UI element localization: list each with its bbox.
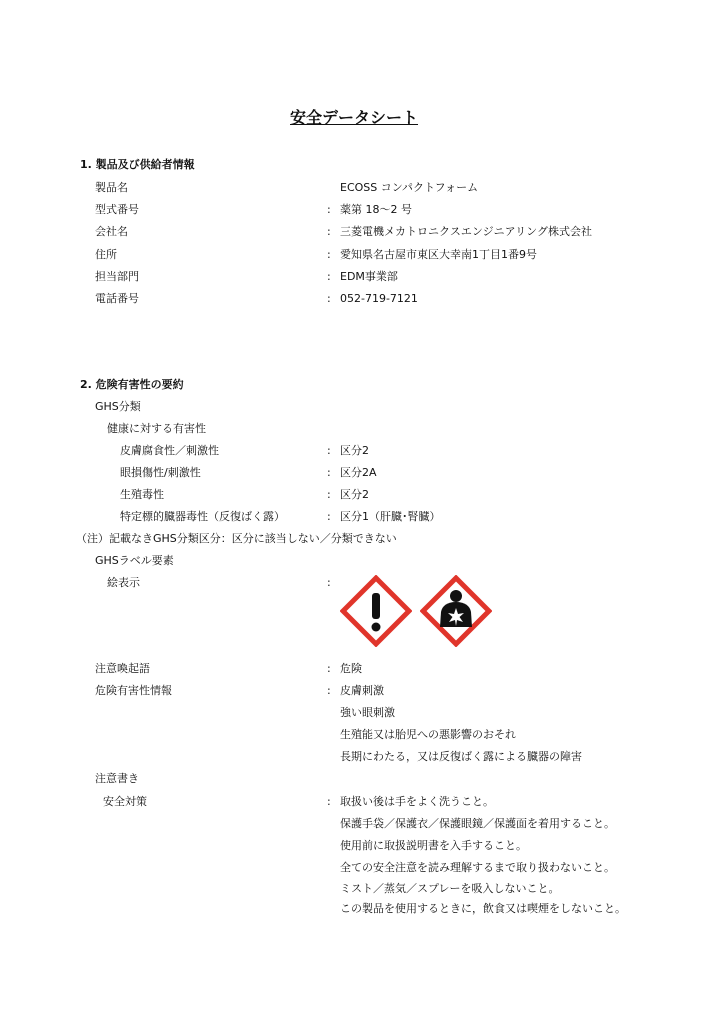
signal-word-colon: :	[327, 662, 331, 675]
model-number-colon: :	[327, 203, 331, 216]
hazard-statements-colon: :	[327, 684, 331, 697]
stot-re-colon: :	[327, 510, 331, 523]
precaution-statement: 保護手袋／保護衣／保護眼鏡／保護面を着用すること。	[340, 817, 615, 830]
precautionary-heading: 注意書き	[95, 772, 139, 785]
stot-re-label: 特定標的臓器毒性（反復ばく露）	[120, 510, 285, 523]
hazard-statement: 皮膚刺激	[340, 684, 384, 697]
precaution-statement: 取扱い後は手をよく洗うこと。	[340, 795, 494, 808]
skin-corrosion-colon: :	[327, 444, 331, 457]
ghs-classification-heading: GHS分類	[95, 400, 141, 413]
phone-label: 電話番号	[95, 292, 139, 305]
address-label: 住所	[95, 248, 117, 261]
prevention-colon: :	[327, 795, 331, 808]
company-value: 三菱電機メカトロニクスエンジニアリング株式会社	[340, 225, 592, 238]
address-colon: :	[327, 248, 331, 261]
hazard-statement: 強い眼刺激	[340, 706, 395, 719]
health-hazards-heading: 健康に対する有害性	[107, 422, 206, 435]
eye-damage-value: 区分2A	[340, 466, 377, 479]
hazard-statement: 生殖能又は胎児への悪影響のおそれ	[340, 728, 516, 741]
stot-re-value: 区分1（肝臓･腎臓）	[340, 510, 441, 523]
signal-word-label: 注意喚起語	[95, 662, 150, 675]
reproductive-toxicity-value: 区分2	[340, 488, 369, 501]
precaution-statement: 全ての安全注意を読み理解するまで取り扱わないこと。	[340, 861, 615, 874]
product-name-value: ECOSS コンパクトフォーム	[340, 181, 479, 194]
pictogram-label: 絵表示	[107, 576, 140, 589]
label-elements-heading: GHSラベル要素	[95, 554, 174, 567]
reproductive-toxicity-label: 生殖毒性	[120, 488, 164, 501]
product-name-label: 製品名	[95, 181, 128, 194]
reproductive-toxicity-colon: :	[327, 488, 331, 501]
signal-word-value: 危険	[340, 662, 362, 675]
classification-note: （注）記載なきGHS分類区分：区分に該当しない／分類できない	[76, 532, 397, 545]
address-value: 愛知県名古屋市東区大幸南1丁目1番9号	[340, 248, 537, 261]
health-hazard-pictogram-icon	[420, 575, 492, 647]
precaution-statement: この製品を使用するときに，飲食又は喫煙をしないこと。	[340, 902, 626, 915]
phone-value: 052-719-7121	[340, 292, 418, 305]
skin-corrosion-value: 区分2	[340, 444, 369, 457]
model-number-label: 型式番号	[95, 203, 139, 216]
department-colon: :	[327, 270, 331, 283]
hazard-statements-label: 危険有害性情報	[95, 684, 172, 697]
precaution-statement: 使用前に取扱説明書を入手すること。	[340, 839, 527, 852]
page-title: 安全データシート	[290, 108, 419, 127]
pictogram-colon: :	[327, 576, 331, 589]
eye-damage-label: 眼損傷性/刺激性	[120, 466, 201, 479]
company-label: 会社名	[95, 225, 128, 238]
precaution-statement: ミスト／蒸気／スプレーを吸入しないこと。	[340, 882, 560, 895]
company-colon: :	[327, 225, 331, 238]
section1-heading: 1. 製品及び供給者情報	[80, 158, 195, 171]
phone-colon: :	[327, 292, 331, 305]
department-label: 担当部門	[95, 270, 139, 283]
hazard-statement: 長期にわたる，又は反復ばく露による臓器の障害	[340, 750, 582, 763]
model-number-value: 薬第 18～2 号	[340, 203, 412, 216]
skin-corrosion-label: 皮膚腐食性／刺激性	[120, 444, 219, 457]
eye-damage-colon: :	[327, 466, 331, 479]
department-value: EDM事業部	[340, 270, 398, 283]
exclamation-mark-pictogram-icon	[340, 575, 412, 647]
section2-heading: 2. 危険有害性の要約	[80, 378, 184, 391]
prevention-label: 安全対策	[103, 795, 147, 808]
